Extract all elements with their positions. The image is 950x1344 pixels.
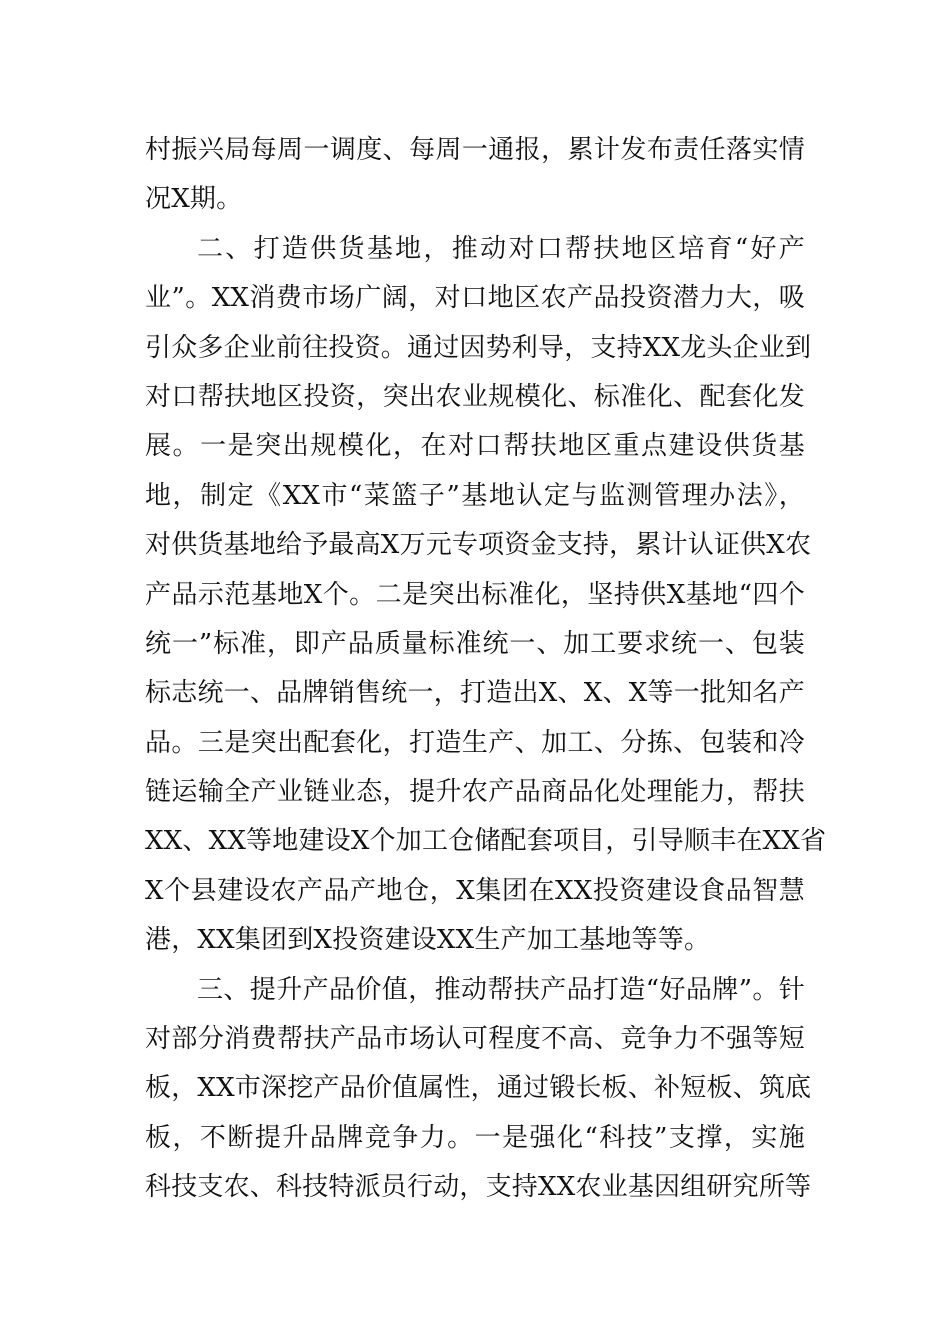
text-line: 二、打造供货基地，推动对口帮扶地区培育“好产	[197, 233, 805, 264]
text-line: 产品示范基地X个。二是突出标准化，坚持供X基地“四个	[145, 579, 805, 610]
paragraph-3	[145, 966, 812, 1213]
paragraph-1	[145, 126, 805, 225]
text-line: 展。一是突出规模化，在对口帮扶地区重点建设供货基	[145, 431, 805, 462]
text-line: 板，XX市深挖产品价值属性，通过锻长板、补短板、筑底	[145, 1073, 812, 1104]
text-line: 村振兴局每周一调度、每周一通报，累计发布责任落实情	[145, 135, 805, 165]
text-line: X个县建设农产品产地仓，X集团在XX投资建设食品智慧	[145, 875, 805, 906]
paragraph-2	[145, 225, 827, 966]
text-line: 品。三是突出配套化，打造生产、加工、分拣、包装和冷	[145, 727, 805, 758]
text-line: 对部分消费帮扶产品市场认可程度不高、竞争力不强等短	[145, 1024, 805, 1055]
text-line: 地，制定《XX市“菜篮子”基地认定与监测管理办法》，	[145, 480, 805, 511]
text-line: XX、XX等地建设X个加工仓储配套项目，引导顺丰在XX省	[145, 826, 827, 857]
text-line: 港，XX集团到X投资建设XX生产加工基地等等。	[145, 925, 711, 956]
text-line: 况X期。	[145, 184, 243, 215]
text-line: 三、提升产品价值，推动帮扶产品打造“好品牌”。针	[197, 974, 805, 1005]
text-line: 统一”标准，即产品质量标准统一、加工要求统一、包装	[145, 628, 805, 659]
text-line: 标志统一、品牌销售统一，打造出X、X、X等一批知名产	[145, 678, 805, 709]
text-line: 板，不断提升品牌竞争力。一是强化“科技”支撑，实施	[145, 1122, 805, 1153]
document-body	[145, 126, 827, 1213]
text-line: 业”。XX消费市场广阔，对口地区农产品投资潜力大，吸	[145, 283, 805, 314]
text-line: 链运输全产业链业态，提升农产品商品化处理能力，帮扶	[145, 777, 805, 808]
text-line: 科技支农、科技特派员行动，支持XX农业基因组研究所等	[145, 1172, 812, 1203]
text-line: 对口帮扶地区投资，突出农业规模化、标准化、配套化发	[145, 381, 805, 412]
text-line: 引众多企业前往投资。通过因势利导，支持XX龙头企业到	[145, 332, 812, 363]
text-line: 对供货基地给予最高X万元专项资金支持，累计认证供X农	[145, 530, 812, 561]
